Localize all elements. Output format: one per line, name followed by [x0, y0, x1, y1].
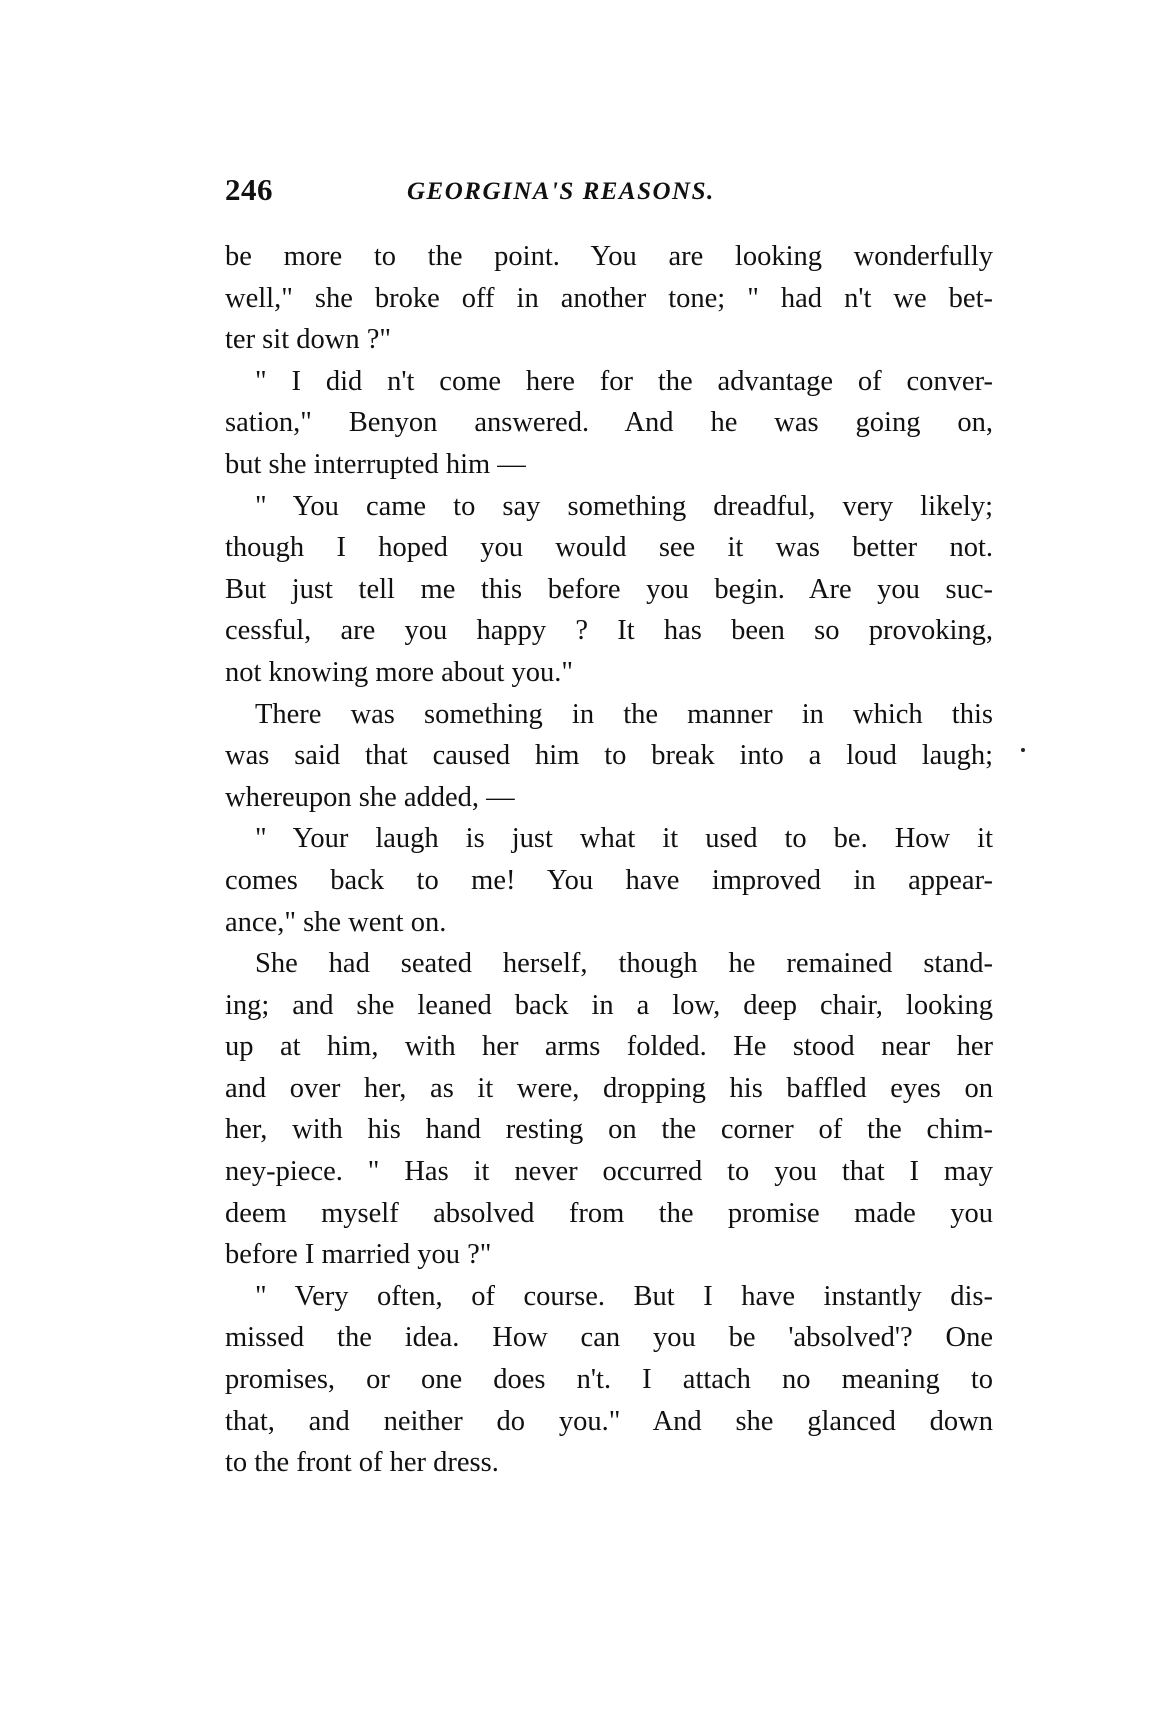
- text-line: deem myself absolved from the promise made you: [225, 1197, 993, 1229]
- text-line: " I did n't come here for the advantage of conver-: [255, 365, 993, 397]
- text-line: well," she broke off in another tone; " had n't we bet-: [225, 282, 993, 314]
- text-line: But just tell me this before you begin. Are you suc-: [225, 573, 993, 605]
- page-header: [225, 172, 1005, 212]
- text-line: ance," she went on.: [225, 906, 447, 938]
- text-line: cessful, are you happy ? It has been so provoking,: [225, 615, 993, 647]
- text-line: her, with his hand resting on the corner of the chim-: [225, 1114, 993, 1146]
- text-line: There was something in the manner in which this: [255, 698, 993, 730]
- text-line: up at him, with her arms folded. He stood near her: [225, 1031, 993, 1063]
- text-line: that, and neither do you." And she glanced down: [225, 1405, 993, 1437]
- text-line: though I hoped you would see it was better not.: [225, 532, 993, 564]
- running-title: GEORGINA'S REASONS.: [407, 178, 715, 205]
- text-line: before I married you ?": [225, 1239, 492, 1271]
- body-text: [225, 236, 993, 1484]
- text-line: was said that caused him to break into a loud laugh;: [225, 740, 993, 772]
- ink-speck: [1021, 748, 1025, 752]
- text-line: " You came to say something dreadful, very likely;: [255, 490, 993, 522]
- text-line: comes back to me! You have improved in appear-: [225, 864, 993, 896]
- text-line: missed the idea. How can you be 'absolved'? One: [225, 1322, 993, 1354]
- text-line: to the front of her dress.: [225, 1447, 499, 1479]
- text-line: sation," Benyon answered. And he was going on,: [225, 407, 993, 439]
- page-number: 246: [225, 172, 273, 207]
- text-line: but she interrupted him —: [225, 448, 526, 480]
- text-line: ing; and she leaned back in a low, deep chair, looking: [225, 989, 993, 1021]
- text-line: She had seated herself, though he remained stand-: [255, 948, 993, 980]
- text-line: " Your laugh is just what it used to be. How it: [255, 823, 993, 855]
- text-line: not knowing more about you.": [225, 656, 574, 688]
- text-line: whereupon she added, —: [225, 781, 515, 813]
- text-line: ney-piece. " Has it never occurred to you that I may: [225, 1156, 993, 1188]
- text-line: and over her, as it were, dropping his baffled eyes on: [225, 1072, 993, 1104]
- text-line: be more to the point. You are looking wonderfully: [225, 241, 993, 272]
- text-line: ter sit down ?": [225, 324, 391, 356]
- text-line: " Very often, of course. But I have instantly dis-: [255, 1280, 993, 1312]
- text-line: promises, or one does n't. I attach no meaning to: [225, 1364, 993, 1396]
